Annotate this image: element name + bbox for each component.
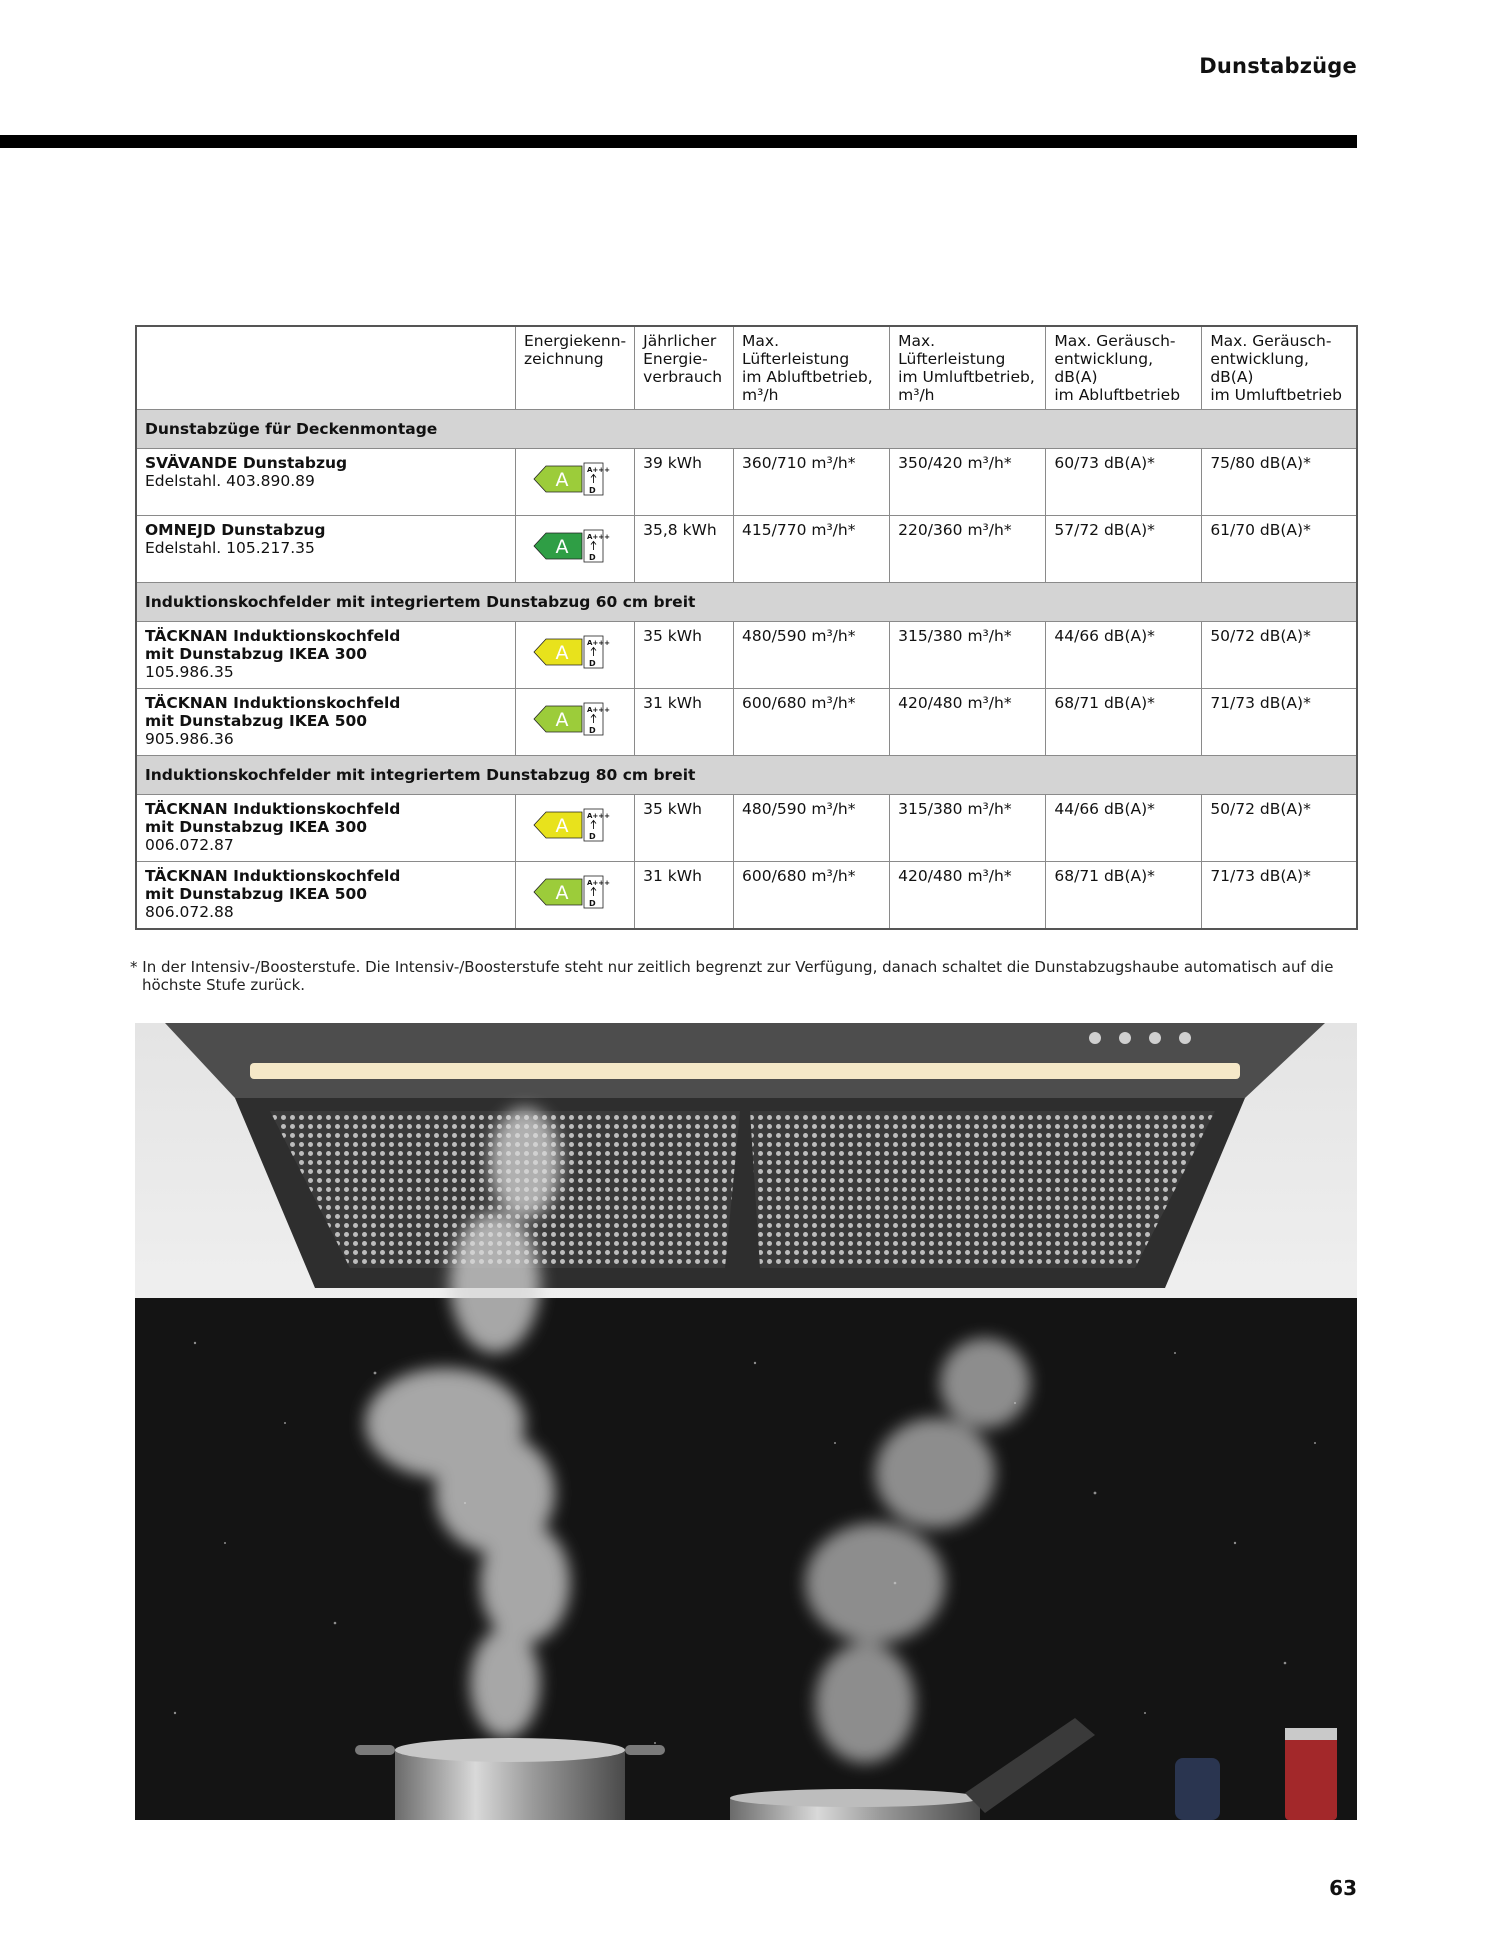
energy-range-bottom: D [589, 486, 596, 495]
energy-class-letter: A [555, 469, 569, 491]
kitchen-hood-illustration [135, 1023, 1357, 1820]
energy-range-bottom: D [589, 659, 596, 668]
product-cell [136, 622, 516, 689]
energy-label-cell [516, 449, 635, 516]
fan-recirculation-cell: 420/480 m³/h* [890, 689, 1046, 756]
fan-exhaust-cell: 600/680 m³/h* [734, 689, 890, 756]
product-cell [136, 862, 516, 930]
noise-recirculation-cell: 50/72 dB(A)* [1202, 795, 1357, 862]
hood-light-strip [250, 1063, 1240, 1079]
noise-recirculation-cell: 71/73 dB(A)* [1202, 689, 1357, 756]
noise-recirculation-cell: 50/72 dB(A)* [1202, 622, 1357, 689]
fan-recirculation-cell: 315/380 m³/h* [890, 622, 1046, 689]
product-cell [136, 689, 516, 756]
energy-class-letter: A [555, 882, 569, 904]
page-number: 63 [1329, 1876, 1357, 1900]
fan-exhaust-cell: 480/590 m³/h* [734, 622, 890, 689]
product-cell [136, 795, 516, 862]
header-energy-label: Energiekenn- zeichnung [516, 326, 635, 410]
energy-range-bottom: D [589, 899, 596, 908]
footnote [130, 958, 1350, 994]
energy-range-top: A+++ [587, 533, 611, 541]
table-row [136, 622, 1357, 689]
energy-label-icon [534, 808, 611, 842]
group-header-row [136, 410, 1357, 449]
energy-label-icon [534, 702, 611, 736]
energy-label-icon [534, 635, 611, 669]
energy-range-top: A+++ [587, 812, 611, 820]
energy-class-letter: A [555, 536, 569, 558]
annual-consumption-cell: 31 kWh [635, 689, 734, 756]
annual-consumption-cell: 31 kWh [635, 862, 734, 930]
noise-exhaust-cell: 44/66 dB(A)* [1046, 622, 1202, 689]
header-product [136, 326, 516, 410]
energy-label-cell [516, 516, 635, 583]
noise-exhaust-cell: 60/73 dB(A)* [1046, 449, 1202, 516]
noise-recirculation-cell: 61/70 dB(A)* [1202, 516, 1357, 583]
specification-table [135, 325, 1358, 930]
fan-recirculation-cell: 350/420 m³/h* [890, 449, 1046, 516]
section-title: Dunstabzüge [1199, 54, 1357, 78]
annual-consumption-cell: 35,8 kWh [635, 516, 734, 583]
energy-range-top: A+++ [587, 639, 611, 647]
energy-range-top: A+++ [587, 879, 611, 887]
product-detail: 806.072.88 [145, 903, 234, 921]
fan-recirculation-cell: 220/360 m³/h* [890, 516, 1046, 583]
noise-recirculation-cell: 71/73 dB(A)* [1202, 862, 1357, 930]
header-max-fan-recirculation: Max. Lüfterleistung im Umluftbetrieb, m³/h [890, 326, 1046, 410]
table-row [136, 689, 1357, 756]
fan-exhaust-cell: 360/710 m³/h* [734, 449, 890, 516]
noise-exhaust-cell: 44/66 dB(A)* [1046, 795, 1202, 862]
fan-exhaust-cell: 480/590 m³/h* [734, 795, 890, 862]
noise-exhaust-cell: 68/71 dB(A)* [1046, 689, 1202, 756]
energy-range-top: A+++ [587, 466, 611, 474]
product-name: OMNEJD Dunstabzug [145, 521, 326, 539]
noise-exhaust-cell: 57/72 dB(A)* [1046, 516, 1202, 583]
energy-range-bottom: D [589, 832, 596, 841]
group-header-row [136, 756, 1357, 795]
energy-label-cell [516, 862, 635, 930]
table-row [136, 795, 1357, 862]
product-detail: Edelstahl. 403.890.89 [145, 472, 315, 490]
kitchen-hood-photo [135, 1023, 1357, 1820]
product-cell [136, 449, 516, 516]
group-header-row [136, 583, 1357, 622]
header-annual-consumption: Jährlicher Energie- verbrauch [635, 326, 734, 410]
product-name: TÄCKNAN Induktionskochfeld mit Dunstabzug IKEA 500 [145, 694, 401, 730]
noise-recirculation-cell: 75/80 dB(A)* [1202, 449, 1357, 516]
footnote-text: * In der Intensiv-/Boosterstufe. Die Intensiv-/Boosterstufe steht nur zeitlich begrenzt zur Verfügung, danach schaltet die Dunstabzugshaube automatisch auf die höchste Stufe zurück. [130, 958, 1334, 994]
energy-class-letter: A [555, 709, 569, 731]
product-name: SVÄVANDE Dunstabzug [145, 454, 348, 472]
left-pot [355, 1738, 665, 1820]
annual-consumption-cell: 35 kWh [635, 622, 734, 689]
fan-recirculation-cell: 315/380 m³/h* [890, 795, 1046, 862]
fan-recirculation-cell: 420/480 m³/h* [890, 862, 1046, 930]
energy-range-bottom: D [589, 553, 596, 562]
energy-label-cell [516, 795, 635, 862]
table-row [136, 862, 1357, 930]
annual-consumption-cell: 35 kWh [635, 795, 734, 862]
energy-class-letter: A [555, 642, 569, 664]
energy-class-letter: A [555, 815, 569, 837]
product-detail: 006.072.87 [145, 836, 234, 854]
energy-label-cell [516, 622, 635, 689]
energy-label-icon [534, 462, 611, 496]
group-title: Dunstabzüge für Deckenmontage [136, 410, 1357, 449]
header-max-noise-exhaust: Max. Geräusch- entwicklung, dB(A) im Abluftbetrieb [1046, 326, 1202, 410]
table-row [136, 516, 1357, 583]
product-name: TÄCKNAN Induktionskochfeld mit Dunstabzug IKEA 300 [145, 627, 401, 663]
energy-range-top: A+++ [587, 706, 611, 714]
dark-backsplash [135, 1298, 1357, 1820]
product-name: TÄCKNAN Induktionskochfeld mit Dunstabzug IKEA 500 [145, 867, 401, 903]
group-title: Induktionskochfelder mit integriertem Dunstabzug 80 cm breit [136, 756, 1357, 795]
header-max-fan-exhaust: Max. Lüfterleistung im Abluftbetrieb, m³/h [734, 326, 890, 410]
header-max-noise-recirculation: Max. Geräusch- entwicklung, dB(A) im Umluftbetrieb [1202, 326, 1357, 410]
table-header-row [136, 326, 1357, 410]
product-detail: 105.986.35 [145, 663, 234, 681]
product-detail: Edelstahl. 105.217.35 [145, 539, 315, 557]
energy-range-bottom: D [589, 726, 596, 735]
header-rule [0, 135, 1357, 148]
filter-right [750, 1111, 1215, 1268]
group-title: Induktionskochfelder mit integriertem Dunstabzug 60 cm breit [136, 583, 1357, 622]
annual-consumption-cell: 39 kWh [635, 449, 734, 516]
product-detail: 905.986.36 [145, 730, 234, 748]
table-row [136, 449, 1357, 516]
energy-label-icon [534, 875, 611, 909]
product-cell [136, 516, 516, 583]
energy-label-cell [516, 689, 635, 756]
fan-exhaust-cell: 600/680 m³/h* [734, 862, 890, 930]
energy-label-icon [534, 529, 611, 563]
fan-exhaust-cell: 415/770 m³/h* [734, 516, 890, 583]
product-name: TÄCKNAN Induktionskochfeld mit Dunstabzug IKEA 300 [145, 800, 401, 836]
noise-exhaust-cell: 68/71 dB(A)* [1046, 862, 1202, 930]
